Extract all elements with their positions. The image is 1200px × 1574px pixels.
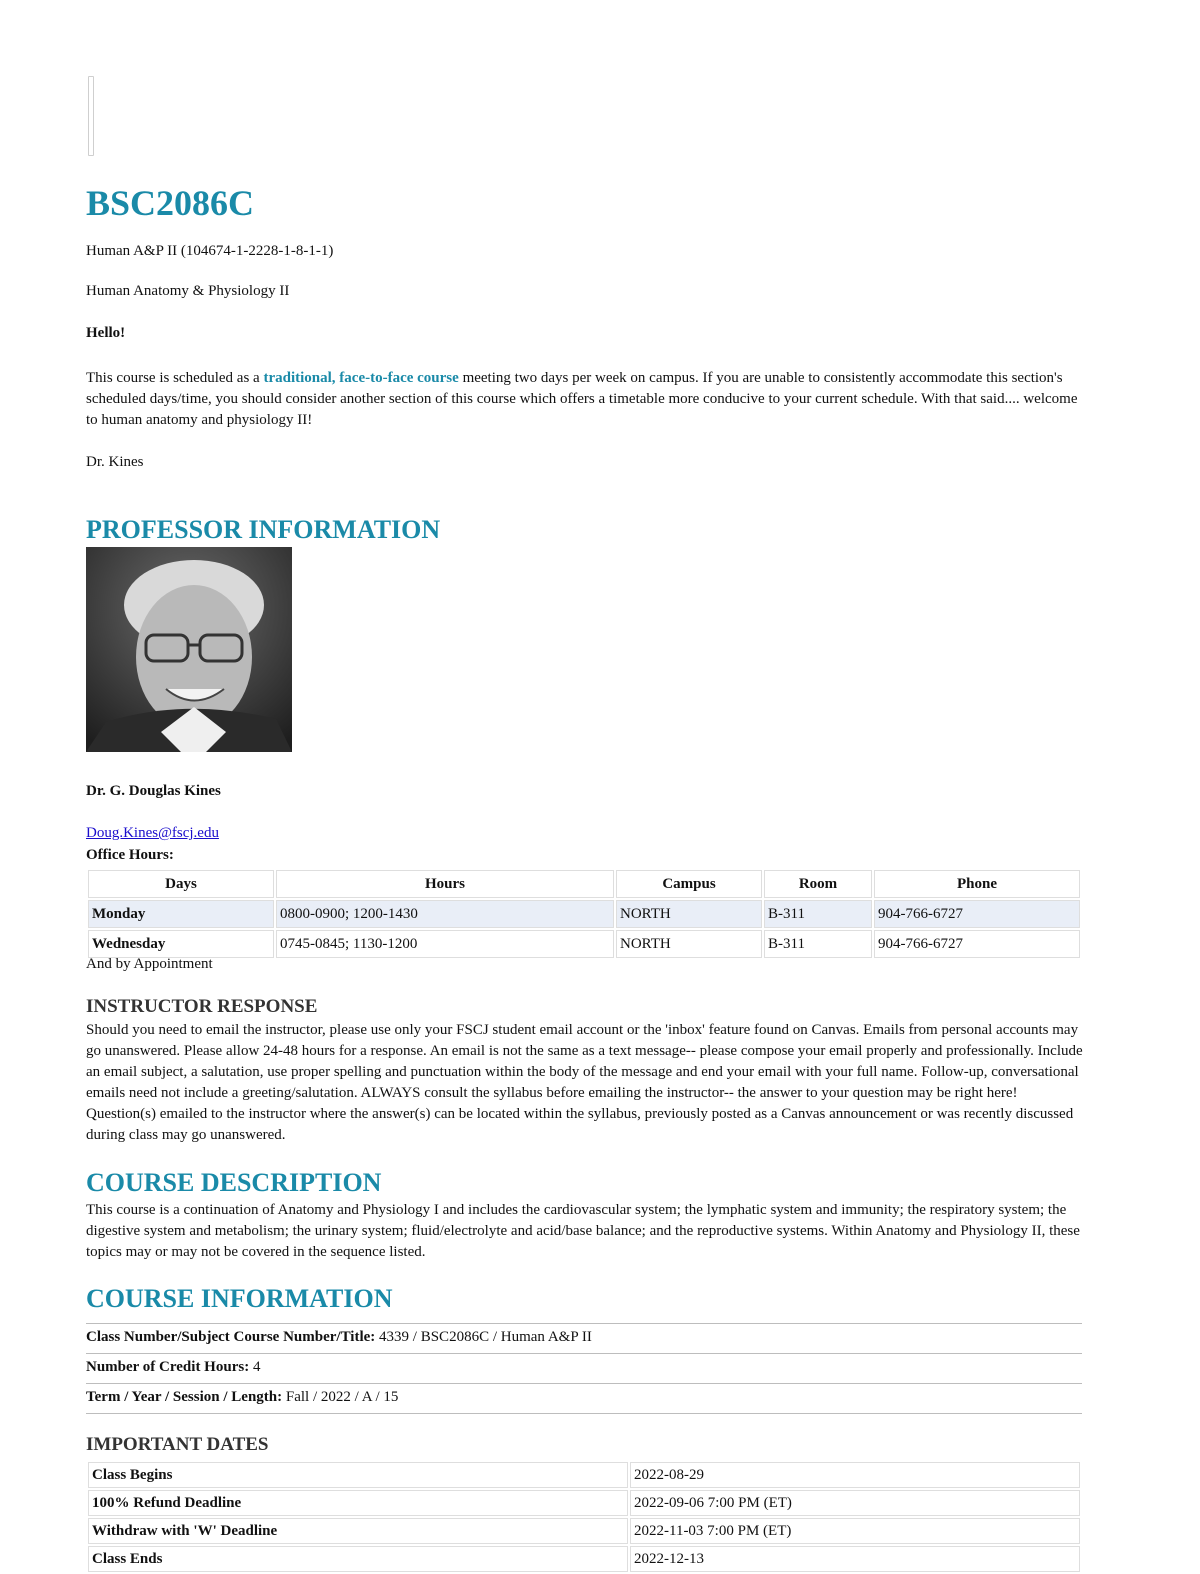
header-days: Days — [88, 870, 274, 898]
course-code-title: BSC2086C — [86, 183, 255, 223]
course-info-label: Number of Credit Hours: — [86, 1359, 250, 1375]
cell-day: Wednesday — [88, 930, 274, 958]
professor-heading: PROFESSOR INFORMATION — [86, 515, 441, 544]
table-header-row — [88, 870, 1080, 898]
welcome-highlight: traditional, face-to-face course — [263, 370, 459, 386]
course-info-row — [86, 1353, 1082, 1383]
cell-hours: 0745-0845; 1130-1200 — [276, 930, 614, 958]
date-value: 2022-11-03 7:00 PM (ET) — [630, 1518, 1080, 1544]
signature: Dr. Kines — [86, 454, 144, 470]
table-row — [88, 1518, 1080, 1544]
course-info-row — [86, 1383, 1082, 1414]
date-label: Class Begins — [88, 1462, 628, 1488]
course-info-value: 4339 / BSC2086C / Human A&P II — [375, 1329, 592, 1345]
important-dates-heading: IMPORTANT DATES — [86, 1434, 269, 1455]
table-row — [88, 1546, 1080, 1572]
appointment-note: And by Appointment — [86, 956, 213, 972]
cell-campus: NORTH — [616, 900, 762, 928]
cell-phone: 904-766-6727 — [874, 900, 1080, 928]
welcome-text-1: This course is scheduled as a — [86, 370, 264, 386]
table-row — [88, 1462, 1080, 1488]
cell-room: B-311 — [764, 900, 872, 928]
instructor-response-text: Should you need to email the instructor, please use only your FSCJ student email account or the 'inbox' feature found on Canvas. Emails from personal accounts may go unanswered. Please allow 24-48 hours for a response. An email is not the same as a text message-- please compose your email properly and professionally. Include an email subject, a salutation, use proper spelling and punctuation within the body of the message and end your email with your full name. Follow-up, conversational emails need not include a greeting/salutation. ALWAYS consult the syllabus before emailing the instructor-- the answer to your question may be right here! Question(s) emailed to the instructor where the answer(s) can be located within the syllabus, previously posted as a Canvas announcement or was recently discussed during class may go unanswered. — [86, 1022, 1083, 1143]
date-value: 2022-09-06 7:00 PM (ET) — [630, 1490, 1080, 1516]
greeting: Hello! — [86, 325, 126, 341]
cell-phone: 904-766-6727 — [874, 930, 1080, 958]
cell-day: Monday — [88, 900, 274, 928]
professor-name: Dr. G. Douglas Kines — [86, 783, 221, 799]
welcome-text-2: meeting two days per week on campus. If you are unable to consistently accommodate this section's scheduled days/time, you should consider another section of this course which offers a timetable more conducive to your current schedule. With that said.... welcome to human anatomy and physiology II! — [86, 370, 1078, 428]
table-row — [88, 1490, 1080, 1516]
welcome-paragraph — [86, 368, 1086, 431]
cell-campus: NORTH — [616, 930, 762, 958]
date-label: 100% Refund Deadline — [88, 1490, 628, 1516]
table-row — [88, 900, 1080, 928]
office-hours-label: Office Hours: — [86, 847, 174, 863]
header-campus: Campus — [616, 870, 762, 898]
table-row — [88, 930, 1080, 958]
date-label: Withdraw with 'W' Deadline — [88, 1518, 628, 1544]
course-full-name: Human Anatomy & Physiology II — [86, 283, 290, 299]
course-info-label: Term / Year / Session / Length: — [86, 1389, 283, 1405]
decorative-bar — [88, 76, 94, 156]
date-label: Class Ends — [88, 1546, 628, 1572]
course-info-value: 4 — [249, 1359, 261, 1375]
instructor-response-heading: INSTRUCTOR RESPONSE — [86, 996, 318, 1017]
cell-hours: 0800-0900; 1200-1430 — [276, 900, 614, 928]
course-information-heading: COURSE INFORMATION — [86, 1284, 393, 1313]
header-phone: Phone — [874, 870, 1080, 898]
course-info-label: Class Number/Subject Course Number/Title: — [86, 1329, 376, 1345]
professor-photo — [86, 547, 292, 752]
professor-email-link[interactable]: Doug.Kines@fscj.edu — [86, 825, 219, 841]
important-dates-table — [86, 1460, 1082, 1574]
course-description-heading: COURSE DESCRIPTION — [86, 1168, 382, 1197]
header-room: Room — [764, 870, 872, 898]
office-hours-table — [86, 868, 1082, 960]
date-value: 2022-08-29 — [630, 1462, 1080, 1488]
course-info-row — [86, 1323, 1082, 1353]
course-info-value: Fall / 2022 / A / 15 — [282, 1389, 399, 1405]
course-section-line: Human A&P II (104674-1-2228-1-8-1-1) — [86, 243, 334, 259]
header-hours: Hours — [276, 870, 614, 898]
cell-room: B-311 — [764, 930, 872, 958]
course-description-text: This course is a continuation of Anatomy and Physiology I and includes the cardiovascular system; the lymphatic system and immunity; the respiratory system; the digestive system and metabolism; the urinary system; fluid/electrolyte and acid/base balance; and the reproductive systems. Within Anatomy and Physiology II, these topics may or may not be covered in the sequence listed. — [86, 1202, 1080, 1260]
date-value: 2022-12-13 — [630, 1546, 1080, 1572]
